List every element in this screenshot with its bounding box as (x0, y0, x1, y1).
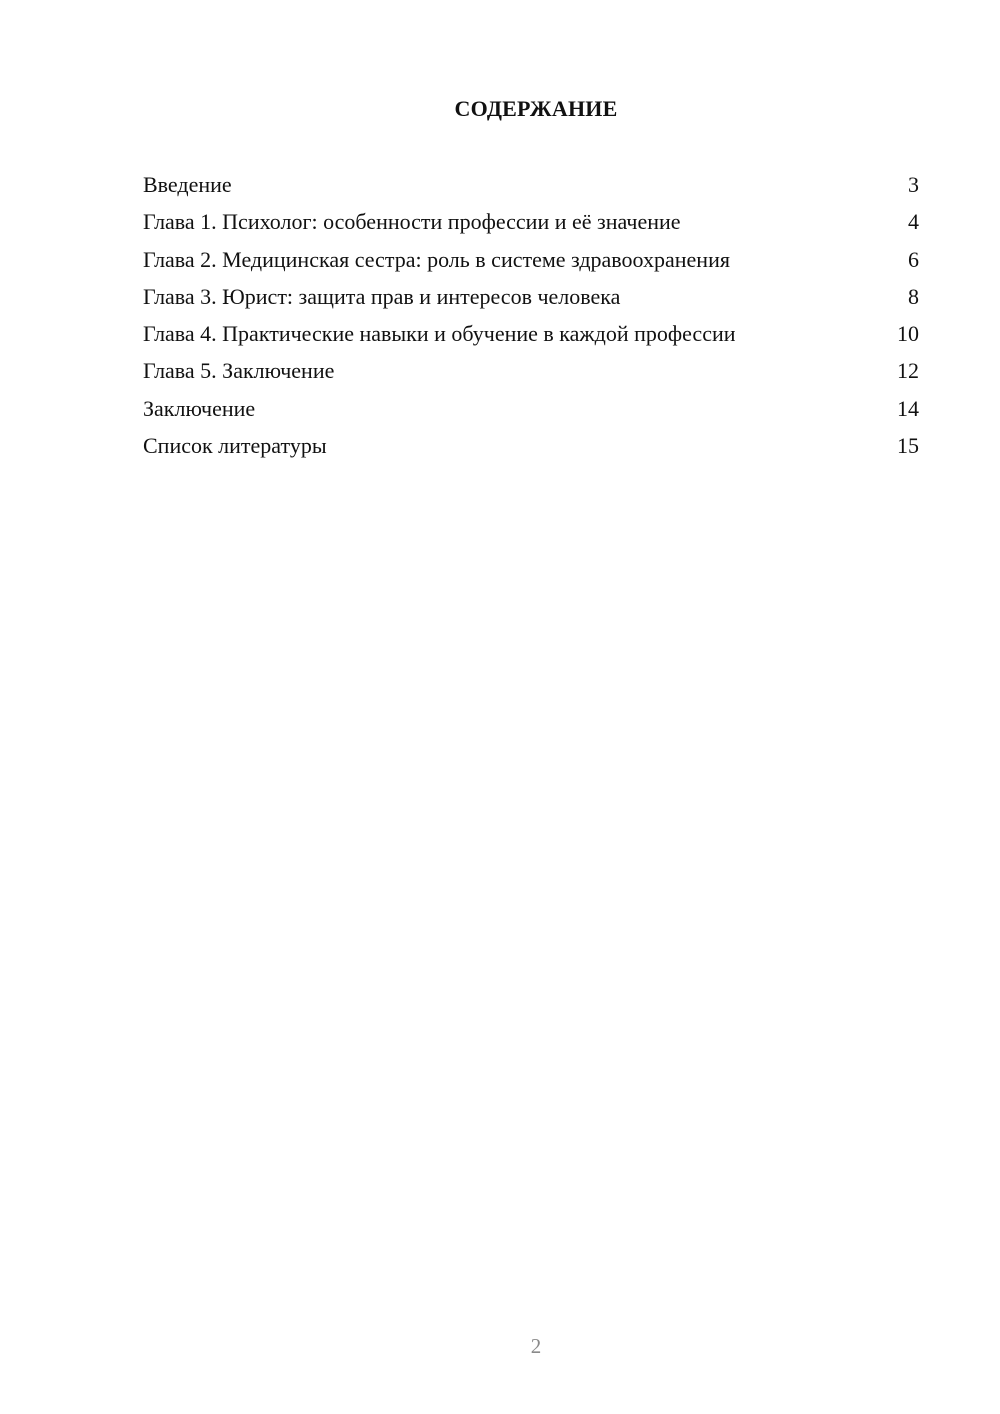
toc-entry-page-number: 12 (897, 358, 919, 384)
toc-entry-chapter-5 (143, 355, 919, 392)
toc-entry-title: Заключение (143, 395, 256, 421)
toc-entry-chapter-3 (143, 281, 919, 318)
toc-entry-title: Глава 1. Психолог: особенности профессии и её значение (143, 209, 681, 235)
toc-entry-title: Глава 5. Заключение (143, 358, 335, 384)
page-title: СОДЕРЖАНИЕ (454, 96, 618, 121)
toc-entry-page-number: 6 (908, 246, 919, 272)
page-number: 2 (530, 1334, 542, 1358)
toc-entry-title: Глава 3. Юрист: защита прав и интересов человека (143, 283, 621, 309)
toc-entry-title: Глава 4. Практические навыки и обучение в каждой профессии (143, 321, 736, 347)
toc-entry-page-number: 3 (908, 172, 919, 197)
toc-entry-title: Введение (143, 172, 232, 197)
toc-entry-chapter-1 (143, 206, 919, 243)
toc-entry-conclusion (143, 393, 919, 430)
toc-entry-page-number: 4 (908, 209, 919, 235)
toc-entry-chapter-4 (143, 318, 919, 355)
toc-entry-title: Список литературы (143, 433, 327, 459)
toc-entry-chapter-2 (143, 244, 919, 281)
toc-entry-page-number: 15 (897, 433, 919, 459)
toc-entry-title: Глава 2. Медицинская сестра: роль в системе здравоохранения (143, 246, 730, 272)
toc-entry-page-number: 14 (897, 395, 919, 421)
toc-entry-introduction (143, 169, 919, 206)
toc-entry-page-number: 10 (897, 321, 919, 347)
table-of-contents (143, 169, 919, 467)
toc-entry-references (143, 430, 919, 467)
toc-entry-page-number: 8 (908, 283, 919, 309)
